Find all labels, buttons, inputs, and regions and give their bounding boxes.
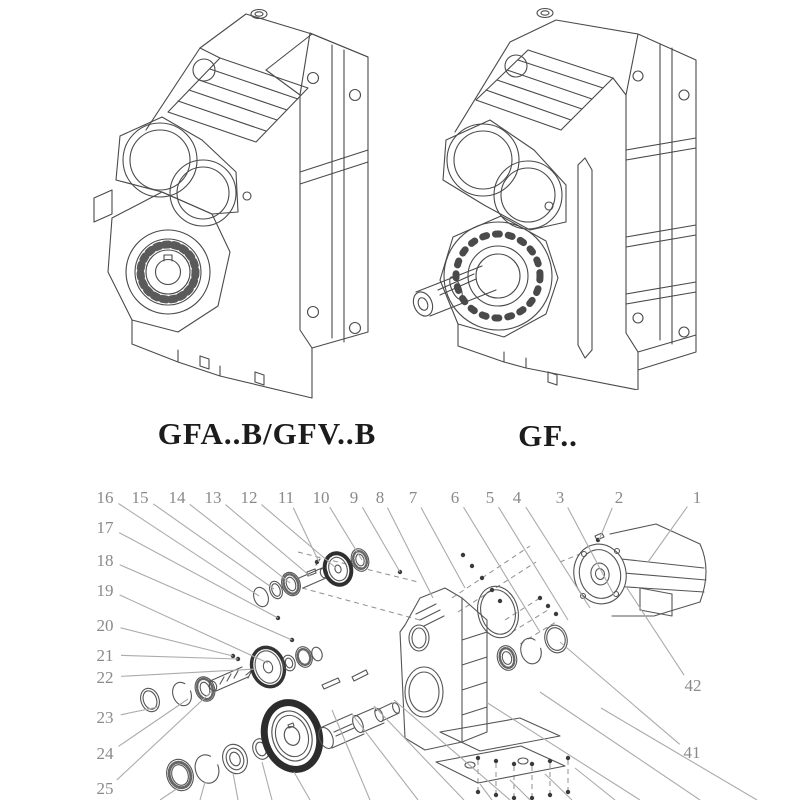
part-number-5: 5 [485,488,495,507]
part-number-18: 18 [96,551,114,570]
part-number-21: 21 [96,646,114,665]
part-number-25: 25 [96,779,114,798]
part-number-4: 4 [512,488,522,507]
part-number-23: 23 [96,708,114,727]
part-number-10: 10 [312,488,330,507]
front-face-bearing [108,192,230,332]
part-number-42: 42 [684,676,702,695]
cooling-fins [168,58,308,142]
part-number-2: 2 [614,488,624,507]
part-number-9: 9 [349,488,359,507]
side-panel [626,34,696,352]
filler-plug [251,10,267,19]
part-number-11: 11 [277,488,295,507]
part-number-callouts [97,488,702,798]
part-number-13: 13 [204,488,222,507]
part-number-15: 15 [131,488,149,507]
part-number-20: 20 [96,616,114,635]
bore-boss [116,117,238,214]
electric-motor [568,524,706,616]
part-number-17: 17 [96,518,114,537]
mounting-feet [132,320,312,398]
part-number-12: 12 [240,488,258,507]
top-outline [455,20,638,132]
bottom-cover [436,718,565,783]
machined-bores [123,123,251,226]
gearbox-drawing-gfab [50,0,370,400]
output-flange [440,216,558,337]
part-number-41: 41 [683,743,701,762]
filler-plug [537,9,553,18]
side-tab [94,190,112,222]
part-number-8: 8 [375,488,385,507]
gable-hole [505,55,527,77]
machined-bores [447,124,562,229]
part-number-24: 24 [96,744,114,763]
part-number-14: 14 [168,488,186,507]
part-number-6: 6 [450,488,460,507]
part-number-7: 7 [408,488,418,507]
part-number-22: 22 [96,668,114,687]
exploded-parts-diagram [0,470,800,800]
model-label-gf: GF.. [518,418,578,453]
center-bar [578,158,592,358]
model-label-gfab: GFA..B/GFV..B [157,416,377,451]
part-number-1: 1 [692,488,702,507]
part-number-19: 19 [96,581,114,600]
gearbox-drawing-gf [398,0,708,390]
side-panel [266,33,368,348]
leader-lines [117,503,757,800]
part-number-3: 3 [555,488,565,507]
part-number-16: 16 [96,488,114,507]
cooling-fins [476,50,626,130]
